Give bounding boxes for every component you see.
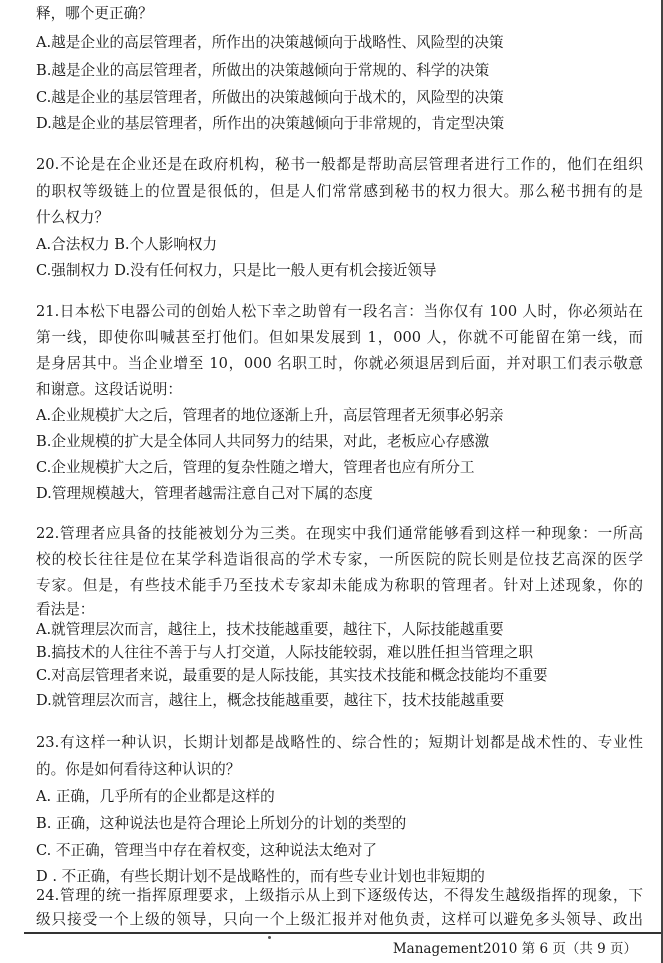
q23-option-d: D . 不正确，有些长期计划不是战略性的，而有些专业计划也非短期的 [36,868,485,885]
q21-option-a: A.企业规模扩大之后，管理者的地位逐渐上升，高层管理者无须事必躬亲 [36,407,504,424]
scan-dot [268,936,271,939]
q21-option-d: D.管理规模越大，管理者越需注意自己对下属的态度 [36,485,373,502]
q21-stem-line: 第一线，即使你叫喊甚至打他们。但如果发展到 1，000 人，你就不可能留在第一线，而 [36,329,643,346]
q22-option-b: B.搞技术的人往往不善于与人打交道，人际技能较弱，难以胜任担当管理之职 [36,644,533,661]
q23-option-b: B. 正确，这种说法也是符合理论上所划分的计划的类型的 [36,815,407,832]
page-footer: Management2010 第 6 页（共 9 页） [392,941,637,957]
q23-stem-line: 的。你是如何看待这种认识的？ [36,761,241,778]
footer-rule [24,932,661,934]
q21-option-c: C.企业规模扩大之后，管理的复杂性随之增大，管理者也应有所分工 [36,459,475,476]
q19-option-d: D.越是企业的基层管理者，所作出的决策越倾向于非常规的，肯定型决策 [36,115,505,132]
q20-option-cd: C.强制权力 D.没有任何权力，只是比一般人更有机会接近领导 [36,262,437,279]
q22-option-c: C.对高层管理者来说，最重要的是人际技能，其实技术技能和概念技能均不重要 [36,667,548,684]
q19-option-c: C.越是企业的基层管理者，所做出的决策越倾向于战术的，风险型的决策 [36,89,504,106]
q19-stem-tail: 释，哪个更正确？ [36,5,153,22]
q22-stem-line: 专家。但是，有些技术能手乃至技术专家却未能成为称职的管理者。针对上述现象，你的 [36,577,643,594]
q22-option-d: D.就管理层次而言，越往上，概念技能越重要，越往下，技术技能越重要 [36,692,505,709]
q23-option-a: A. 正确，几乎所有的企业都是这样的 [36,788,275,805]
q22-stem-line: 22.管理者应具备的技能被划分为三类。在现实中我们通常能够看到这样一种现象：一所高 [36,525,643,542]
q21-option-b: B.企业规模的扩大是全体同人共同努力的结果，对此，老板应心存感激 [36,433,490,450]
q21-stem-line: 是身居其中。当企业增至 10，000 名职工时，你就必须退居到后面，并对职工们表示敬意 [36,355,643,372]
q22-option-a: A.就管理层次而言，越往上，技术技能越重要，越往下，人际技能越重要 [36,621,504,638]
q21-stem-line: 和谢意。这段话说明： [36,381,182,398]
q19-option-b: B.越是企业的高层管理者，所做出的决策越倾向于常规的、科学的决策 [36,62,490,79]
q20-stem-line: 的职权等级链上的位置是很低的，但是人们常常感到秘书的权力很大。那么秘书拥有的是 [36,183,643,200]
q20-stem-line: 什么权力？ [36,209,109,226]
q22-stem-line: 校的校长往往是位在某学科造诣很高的学术专家，一所医院的院长则是位技艺高深的医学 [36,551,643,568]
q23-option-c: C. 不正确，管理当中存在着权变，这种说法太绝对了 [36,842,377,859]
q22-stem-line: 看法是： [36,601,95,618]
q24-stem-line: 级只接受一个上级的领导，只向一个上级汇报并对他负责，这样可以避免多头领导、政出 [36,911,643,928]
q20-stem-line: 20.不论是在企业还是在政府机构，秘书一般都是帮助高层管理者进行工作的，他们在组织 [36,156,643,173]
q19-option-a: A.越是企业的高层管理者，所作出的决策越倾向于战略性、风险型的决策 [36,34,504,51]
q23-stem-line: 23.有这样一种认识，长期计划都是战略性的、综合性的；短期计划都是战术性的、专业性 [36,734,643,751]
q21-stem-line: 21.日本松下电器公司的创始人松下幸之助曾有一段名言：当你仅有 100 人时，你必须站在 [36,303,643,320]
q20-option-ab: A.合法权力 B.个人影响权力 [36,236,218,253]
q24-stem-line: 24.管理的统一指挥原理要求，上级指示从上到下逐级传达，不得发生越级指挥的现象，下 [36,887,643,904]
